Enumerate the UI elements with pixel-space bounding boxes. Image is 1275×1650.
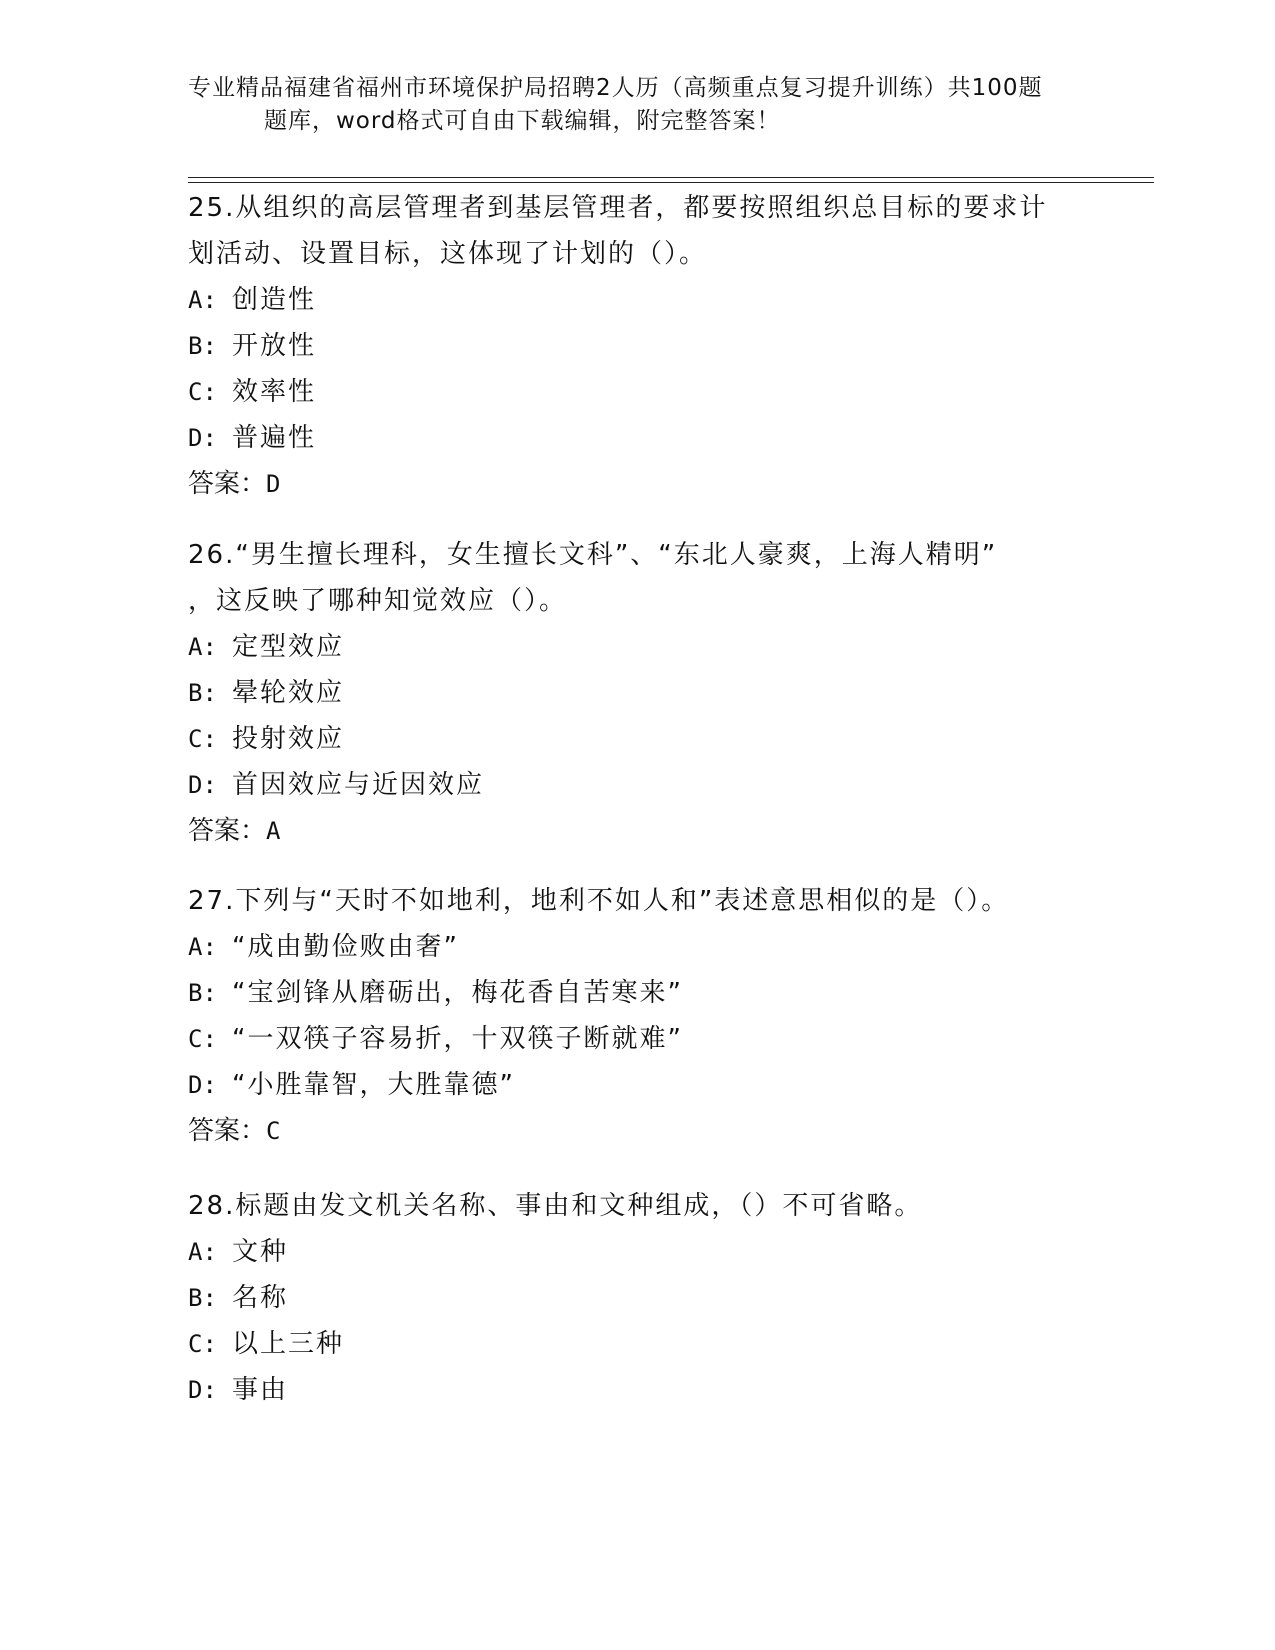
option-text: 事由 [232, 1375, 289, 1405]
option-d [188, 762, 1088, 808]
option-text: 晕轮效应 [232, 678, 345, 708]
answer-label: 答案： [188, 469, 267, 499]
option-letter: D: [188, 1071, 217, 1099]
answer-label: 答案： [188, 1116, 267, 1146]
document-header [188, 72, 1088, 138]
option-text: 以上三种 [232, 1329, 345, 1359]
option-text: 效率性 [232, 377, 317, 407]
question-stem-line-1: 26.“男生擅长理科，女生擅长文科”、“东北人豪爽，上海人精明” [188, 540, 998, 570]
option-letter: A: [188, 933, 217, 961]
option-letter: C: [188, 1025, 217, 1053]
question-stem-line-1: 25.从组织的高层管理者到基层管理者，都要按照组织总目标的要求计 [188, 193, 1048, 223]
option-letter: D: [188, 771, 217, 799]
option-text: 创造性 [232, 285, 317, 315]
answer [188, 461, 1088, 507]
option-c [188, 369, 1088, 415]
option-a [188, 277, 1088, 323]
option-a [188, 1229, 1088, 1275]
option-c [188, 1016, 1088, 1062]
question-stem-line-1: 28.标题由发文机关名称、事由和文种组成，（）不可省略。 [188, 1191, 923, 1221]
answer-value: A [266, 817, 281, 845]
question-stem [188, 185, 1088, 277]
option-letter: B: [188, 679, 217, 707]
header-divider-top [188, 177, 1154, 178]
question-stem [188, 532, 1088, 624]
option-letter: A: [188, 1238, 217, 1266]
option-letter: D: [188, 1376, 217, 1404]
question-stem [188, 878, 1088, 924]
question-25 [188, 185, 1088, 507]
option-text: 投射效应 [232, 724, 345, 754]
option-text: “小胜靠智，大胜靠德” [232, 1070, 515, 1100]
option-letter: C: [188, 378, 217, 406]
option-text: “成由勤俭败由奢” [232, 932, 459, 962]
option-b [188, 323, 1088, 369]
option-c [188, 716, 1088, 762]
option-text: 首因效应与近因效应 [232, 770, 485, 800]
answer-value: C [266, 1117, 281, 1145]
option-letter: B: [188, 332, 217, 360]
option-text: “一双筷子容易折，十双筷子断就难” [232, 1024, 683, 1054]
option-letter: B: [188, 979, 217, 1007]
option-text: 开放性 [232, 331, 317, 361]
option-b [188, 1275, 1088, 1321]
option-d [188, 1062, 1088, 1108]
answer [188, 1108, 1088, 1154]
option-b [188, 970, 1088, 1016]
header-divider-bottom [188, 182, 1154, 183]
option-d [188, 415, 1088, 461]
answer [188, 808, 1088, 854]
option-text: 定型效应 [232, 632, 345, 662]
question-stem-line-2: ，这反映了哪种知觉效应（）。 [188, 586, 568, 616]
question-stem-line-2: 划活动、设置目标，这体现了计划的（）。 [188, 239, 708, 269]
option-text: 文种 [232, 1237, 289, 1267]
question-26 [188, 532, 1088, 854]
option-text: 名称 [232, 1283, 289, 1313]
question-stem [188, 1183, 1088, 1229]
question-28 [188, 1183, 1088, 1413]
question-stem-line-1: 27.下列与“天时不如地利，地利不如人和”表述意思相似的是（）。 [188, 886, 1010, 916]
option-letter: C: [188, 725, 217, 753]
header-line-1: 专业精品福建省福州市环境保护局招聘2人历（高频重点复习提升训练）共100题 [188, 75, 1043, 101]
option-text: 普遍性 [232, 423, 317, 453]
question-27 [188, 878, 1088, 1154]
option-c [188, 1321, 1088, 1367]
option-letter: C: [188, 1330, 217, 1358]
option-d [188, 1367, 1088, 1413]
option-letter: D: [188, 424, 217, 452]
option-text: “宝剑锋从磨砺出，梅花香自苦寒来” [232, 978, 683, 1008]
option-a [188, 624, 1088, 670]
option-letter: A: [188, 286, 217, 314]
option-letter: B: [188, 1284, 217, 1312]
option-b [188, 670, 1088, 716]
option-letter: A: [188, 633, 217, 661]
answer-label: 答案： [188, 816, 267, 846]
answer-value: D [266, 470, 281, 498]
option-a [188, 924, 1088, 970]
header-line-2: 题库，word格式可自由下载编辑，附完整答案！ [264, 108, 781, 134]
